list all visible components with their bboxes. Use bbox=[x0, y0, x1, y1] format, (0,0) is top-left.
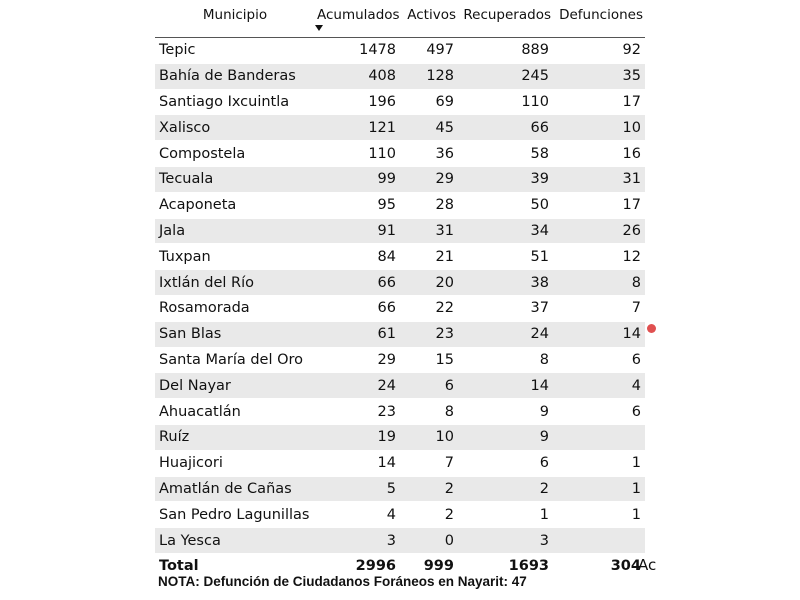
cell-recuperados: 110 bbox=[458, 89, 553, 115]
cell-recuperados: 3 bbox=[458, 528, 553, 554]
cell-defunciones: 26 bbox=[553, 218, 645, 244]
cell-recuperados: 9 bbox=[458, 424, 553, 450]
cell-recuperados: 51 bbox=[458, 244, 553, 270]
cell-municipio: San Blas bbox=[155, 321, 315, 347]
cell-defunciones: 17 bbox=[553, 89, 645, 115]
total-label: Total bbox=[155, 553, 315, 578]
table-row[interactable] bbox=[155, 321, 645, 347]
cell-activos: 6 bbox=[400, 373, 458, 399]
table-row[interactable] bbox=[155, 63, 645, 89]
cell-acumulados: 3 bbox=[315, 528, 400, 554]
cell-municipio: Bahía de Banderas bbox=[155, 63, 315, 89]
cell-activos: 31 bbox=[400, 218, 458, 244]
cell-acumulados: 110 bbox=[315, 141, 400, 167]
cell-municipio: Huajicori bbox=[155, 450, 315, 476]
table-row[interactable] bbox=[155, 166, 645, 192]
cell-defunciones: 4 bbox=[553, 373, 645, 399]
cell-defunciones: 8 bbox=[553, 270, 645, 296]
cell-defunciones: 92 bbox=[553, 38, 645, 64]
cell-recuperados: 39 bbox=[458, 166, 553, 192]
cell-acumulados: 61 bbox=[315, 321, 400, 347]
cell-defunciones bbox=[553, 424, 645, 450]
cell-defunciones: 1 bbox=[553, 502, 645, 528]
table-row[interactable] bbox=[155, 373, 645, 399]
cell-municipio: Santa María del Oro bbox=[155, 347, 315, 373]
cell-recuperados: 24 bbox=[458, 321, 553, 347]
cell-acumulados: 84 bbox=[315, 244, 400, 270]
cell-acumulados: 408 bbox=[315, 63, 400, 89]
cell-activos: 497 bbox=[400, 38, 458, 64]
cell-municipio: Acaponeta bbox=[155, 192, 315, 218]
header-activos[interactable]: Activos bbox=[400, 4, 458, 38]
cell-activos: 21 bbox=[400, 244, 458, 270]
cell-recuperados: 14 bbox=[458, 373, 553, 399]
table-row[interactable] bbox=[155, 399, 645, 425]
table-row[interactable] bbox=[155, 115, 645, 141]
cell-acumulados: 91 bbox=[315, 218, 400, 244]
cell-activos: 20 bbox=[400, 270, 458, 296]
cell-municipio: Xalisco bbox=[155, 115, 315, 141]
header-acumulados-label: Acumulados bbox=[317, 7, 400, 23]
table-row[interactable] bbox=[155, 476, 645, 502]
cell-activos: 2 bbox=[400, 502, 458, 528]
table-row[interactable] bbox=[155, 450, 645, 476]
cell-acumulados: 66 bbox=[315, 295, 400, 321]
cell-defunciones: 16 bbox=[553, 141, 645, 167]
cell-acumulados: 14 bbox=[315, 450, 400, 476]
cell-municipio: Santiago Ixcuintla bbox=[155, 89, 315, 115]
cell-activos: 36 bbox=[400, 141, 458, 167]
cell-defunciones: 1 bbox=[553, 476, 645, 502]
cell-acumulados: 121 bbox=[315, 115, 400, 141]
header-defunciones[interactable]: Defunciones bbox=[553, 4, 645, 38]
cell-defunciones: 12 bbox=[553, 244, 645, 270]
table-row[interactable] bbox=[155, 192, 645, 218]
cell-defunciones: 7 bbox=[553, 295, 645, 321]
cell-municipio: Amatlán de Cañas bbox=[155, 476, 315, 502]
cell-defunciones bbox=[553, 528, 645, 554]
cell-activos: 10 bbox=[400, 424, 458, 450]
cell-recuperados: 6 bbox=[458, 450, 553, 476]
cell-municipio: Ahuacatlán bbox=[155, 399, 315, 425]
cell-acumulados: 5 bbox=[315, 476, 400, 502]
cell-recuperados: 2 bbox=[458, 476, 553, 502]
cell-recuperados: 245 bbox=[458, 63, 553, 89]
total-defunciones: 304 bbox=[553, 553, 645, 578]
header-recuperados[interactable]: Recuperados bbox=[458, 4, 553, 38]
cell-acumulados: 66 bbox=[315, 270, 400, 296]
table-row[interactable] bbox=[155, 141, 645, 167]
cell-acumulados: 23 bbox=[315, 399, 400, 425]
cell-recuperados: 34 bbox=[458, 218, 553, 244]
cell-defunciones: 31 bbox=[553, 166, 645, 192]
cell-defunciones: 10 bbox=[553, 115, 645, 141]
cell-activos: 69 bbox=[400, 89, 458, 115]
cell-acumulados: 99 bbox=[315, 166, 400, 192]
cell-municipio: Jala bbox=[155, 218, 315, 244]
table-row[interactable] bbox=[155, 295, 645, 321]
note-text: NOTA: Defunción de Ciudadanos Foráneos en Nayarit: 47 bbox=[158, 574, 527, 589]
table-body bbox=[155, 38, 645, 554]
cell-acumulados: 19 bbox=[315, 424, 400, 450]
cell-municipio: La Yesca bbox=[155, 528, 315, 554]
total-recuperados: 1693 bbox=[458, 553, 553, 578]
cell-recuperados: 37 bbox=[458, 295, 553, 321]
cell-acumulados: 196 bbox=[315, 89, 400, 115]
cell-activos: 28 bbox=[400, 192, 458, 218]
total-acumulados: 2996 bbox=[315, 553, 400, 578]
cell-acumulados: 95 bbox=[315, 192, 400, 218]
cell-activos: 23 bbox=[400, 321, 458, 347]
cell-defunciones: 6 bbox=[553, 399, 645, 425]
table-row[interactable] bbox=[155, 89, 645, 115]
cell-recuperados: 9 bbox=[458, 399, 553, 425]
cell-defunciones: 14 bbox=[553, 321, 645, 347]
table-row[interactable] bbox=[155, 270, 645, 296]
cell-recuperados: 1 bbox=[458, 502, 553, 528]
table-row[interactable] bbox=[155, 218, 645, 244]
cell-activos: 22 bbox=[400, 295, 458, 321]
cell-municipio: Ruíz bbox=[155, 424, 315, 450]
table-row[interactable] bbox=[155, 528, 645, 554]
header-municipio[interactable]: Municipio bbox=[155, 4, 315, 38]
cell-municipio: Tecuala bbox=[155, 166, 315, 192]
table-row[interactable] bbox=[155, 347, 645, 373]
table-row[interactable] bbox=[155, 424, 645, 450]
cell-defunciones: 6 bbox=[553, 347, 645, 373]
cell-municipio: Del Nayar bbox=[155, 373, 315, 399]
cell-recuperados: 50 bbox=[458, 192, 553, 218]
red-dot-marker bbox=[647, 324, 656, 333]
cell-municipio: San Pedro Lagunillas bbox=[155, 502, 315, 528]
cell-activos: 45 bbox=[400, 115, 458, 141]
cell-recuperados: 58 bbox=[458, 141, 553, 167]
table-row[interactable] bbox=[155, 244, 645, 270]
cell-defunciones: 35 bbox=[553, 63, 645, 89]
cell-recuperados: 889 bbox=[458, 38, 553, 64]
cell-recuperados: 38 bbox=[458, 270, 553, 296]
cell-activos: 0 bbox=[400, 528, 458, 554]
cell-defunciones: 1 bbox=[553, 450, 645, 476]
table-header-row bbox=[155, 4, 645, 38]
cell-acumulados: 1478 bbox=[315, 38, 400, 64]
cell-activos: 2 bbox=[400, 476, 458, 502]
table-row[interactable] bbox=[155, 502, 645, 528]
cell-acumulados: 29 bbox=[315, 347, 400, 373]
cell-activos: 8 bbox=[400, 399, 458, 425]
cell-municipio: Compostela bbox=[155, 141, 315, 167]
cell-acumulados: 24 bbox=[315, 373, 400, 399]
cell-activos: 15 bbox=[400, 347, 458, 373]
cell-recuperados: 66 bbox=[458, 115, 553, 141]
cell-activos: 128 bbox=[400, 63, 458, 89]
header-acumulados[interactable] bbox=[315, 4, 400, 38]
cell-municipio: Tepic bbox=[155, 38, 315, 64]
cell-acumulados: 4 bbox=[315, 502, 400, 528]
sort-descending-icon[interactable] bbox=[315, 25, 323, 31]
table-row[interactable] bbox=[155, 38, 645, 64]
cell-municipio: Ixtlán del Río bbox=[155, 270, 315, 296]
cell-recuperados: 8 bbox=[458, 347, 553, 373]
covid-municipio-table-container bbox=[155, 4, 645, 578]
cell-activos: 29 bbox=[400, 166, 458, 192]
cell-defunciones: 17 bbox=[553, 192, 645, 218]
cell-activos: 7 bbox=[400, 450, 458, 476]
truncated-label: Ac bbox=[638, 556, 657, 574]
cell-municipio: Rosamorada bbox=[155, 295, 315, 321]
municipio-table bbox=[155, 4, 645, 578]
total-activos: 999 bbox=[400, 553, 458, 578]
cell-municipio: Tuxpan bbox=[155, 244, 315, 270]
